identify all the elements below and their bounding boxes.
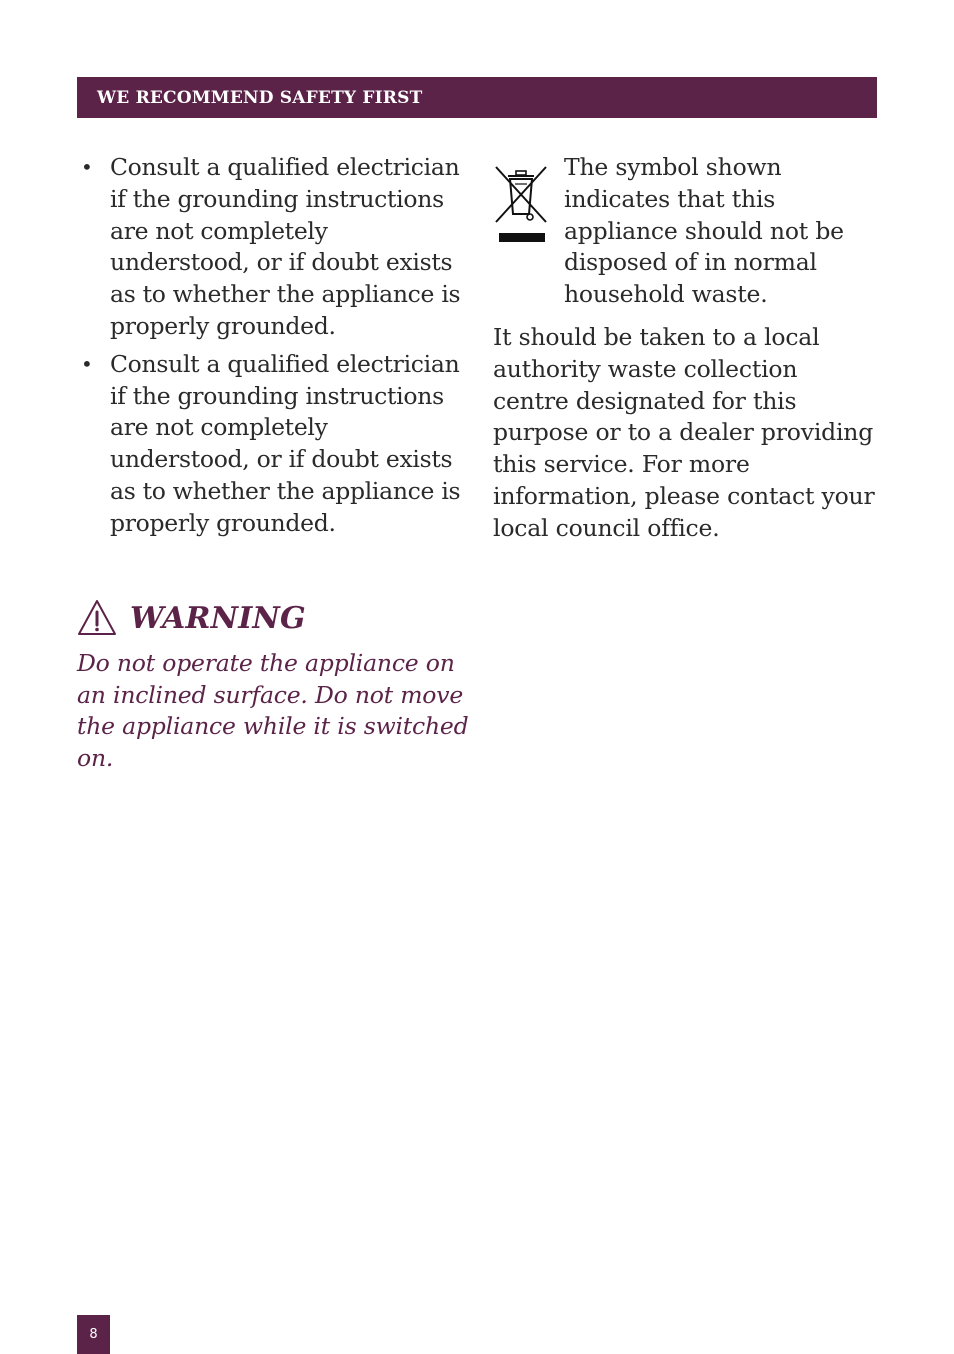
bullet-marker: • [81, 351, 93, 376]
warning-title: WARNING [130, 600, 306, 636]
safety-bullet-list [77, 152, 467, 540]
disposal-symbol-row [493, 152, 877, 322]
symbol-description: The symbol shown indicates that this appliance should not be disposed of in normal household waste. [564, 153, 844, 309]
list-item [77, 349, 467, 540]
bullet-text: Consult a qualified electrician if the grounding instructions are not completely understood, or if doubt exists as to whether the appliance is properly grounded. [110, 349, 461, 537]
list-item [77, 152, 467, 343]
section-header [77, 77, 877, 118]
page-number: 8 [77, 1315, 110, 1354]
right-column [493, 152, 877, 545]
bullet-marker: • [81, 155, 93, 179]
left-column [77, 152, 467, 546]
disposal-instructions: It should be taken to a local authority waste collection centre designated for this purpose or to a dealer providing this service. For more information, please contact your local council office. [493, 323, 875, 542]
warning-block [77, 596, 477, 774]
bullet-text: Consult a qualified electrician if the grounding instructions are not completely understood, or if doubt exists as to whether the appliance is properly grounded. [110, 153, 461, 340]
warning-heading [77, 596, 477, 640]
warning-triangle-icon [77, 599, 117, 637]
crossed-out-wheelie-bin-icon [493, 162, 549, 242]
section-title: WE RECOMMEND SAFETY FIRST [97, 87, 423, 108]
warning-text: Do not operate the appliance on an inclined surface. Do not move the appliance while it is switched on. [77, 649, 469, 772]
